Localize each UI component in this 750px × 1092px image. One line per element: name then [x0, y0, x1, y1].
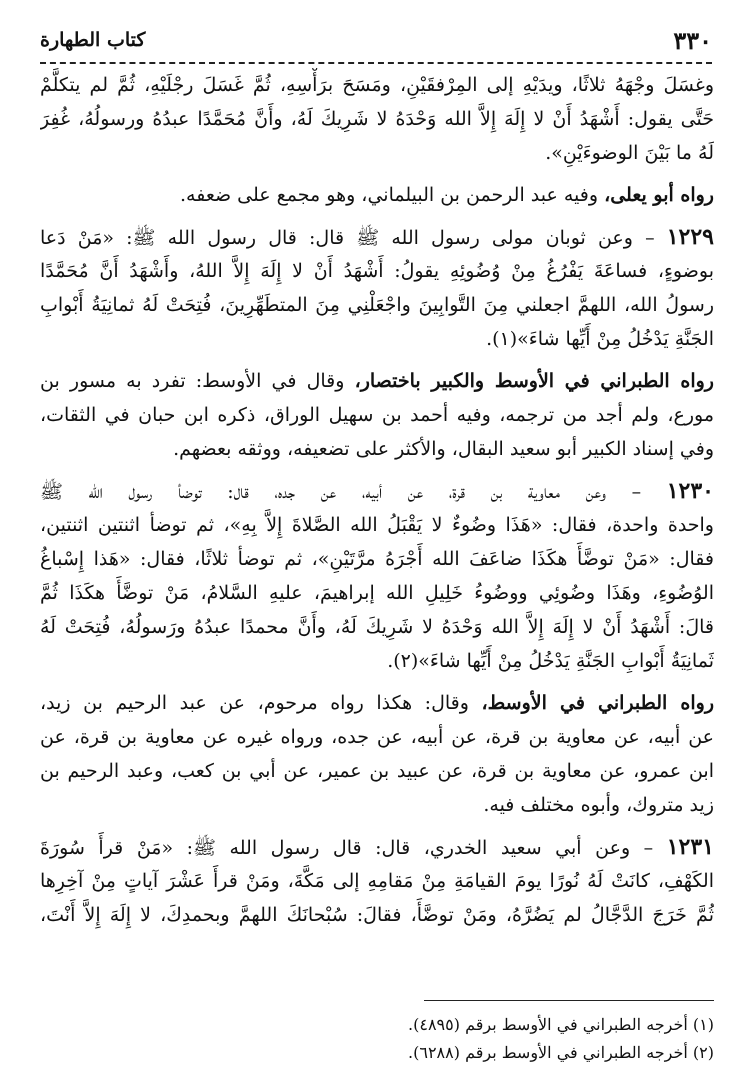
text-line: مورع، ولم أجد من ترجمه، وفيه أحمد بن سهيل الوراق، ذكره ابن حبان في الثقات، — [40, 404, 714, 426]
footnote: (١) أخرجه الطبراني في الأوسط برقم (٤٨٩٥). — [408, 1015, 714, 1034]
footnote-divider — [424, 1000, 714, 1001]
text-line: عن أبيه، عن معاوية بن قرة، عن أبيه، عن جده، ورواه غيره عن معاوية بن قرة، عن — [40, 726, 714, 748]
chapter-title: كتاب الطهارة — [40, 29, 146, 51]
hadith-number: ١٢٢٩ — [666, 224, 714, 250]
footnotes — [40, 1000, 714, 1067]
source-lead: رواه أبو يعلى، — [604, 184, 714, 206]
text-line: حَتَّى يقول: أَشْهَدُ أَنْ لا إِلَهَ إِلاَّ الله وَحْدَهُ لا شَرِيكَ لَهُ، وأَنَّ مُحَمَّدًا عبدُهُ ورسولُهُ، غُفِرَ — [40, 108, 714, 130]
text-line: وفي إسناد الكبير أبو سعيد البقال، والأكثر على تضعيفه، ووثقه بعضهم. — [173, 438, 714, 460]
text-line: ابن عمرو، عن معاوية بن قرة، عن عبيد بن عمير، عن أبي بن كعب، وعبد الرحيم بن — [40, 760, 714, 782]
text-line: قالَ: أَشْهَدُ أَنْ لا إِلَهَ إِلاَّ الله وَحْدَهُ لا شَرِيكَ لَهُ، وأَنَّ محمدًا عبدُهُ ورَسولُهُ، فُتِحَتْ لَهُ — [40, 616, 714, 638]
text-line: بوضوءٍ، فساعَةَ يَفْرُغُ مِنْ وُضُوئِهِ يقولُ: أَشْهَدُ أَنْ لا إِلَهَ إِلاَّ اللهُ، وأَشْهَدُ أَنَّ مُحَمَّدًا — [40, 260, 714, 282]
hadith-number: ١٢٣٠ — [666, 478, 714, 504]
page-number: ٣٣٠ — [673, 25, 712, 55]
text-line: الجَنَّةِ يَدْخُلُ مِنْ أَيِّها شاءَ»(١). — [486, 328, 714, 350]
text-line: رسولُ الله، اللهمَّ اجعلني مِنَ التَّوابِينَ واجْعَلْنِي مِنَ المتطَهِّرِينَ، فُتِحَتْ لَهُ ثمانِيَةُ أَبْوابِ — [40, 294, 714, 316]
hadith-line: ١٢٣١ – وعن أبي سعيد الخدري، قال: قال رسول الله ﷺ: «مَنْ قرأَ سُورَةَ — [40, 834, 714, 860]
text-line: زيد متروك، وأبوه مختلف فيه. — [483, 794, 714, 816]
page-body — [40, 68, 714, 932]
hadith-line: ١٢٣٠ – وعن معاوية بن قرة، عن أبيه، عن جده، قال: توضأ رسول الله ﷺ — [40, 478, 714, 504]
source-note-line: رواه الطبراني في الأوسط والكبير باختصار، وقال في الأوسط: تفرد به مسور بن — [40, 370, 714, 392]
text-line: ثُمَّ خَرَجَ الدَّجَّالُ لم يَضُرَّهُ، ومَنْ توضَّأَ، فقالَ: سُبْحانَكَ اللهمَّ وبحمدِكَ، لا إِلَهَ إِلاَّ أَنْتَ، — [40, 904, 714, 926]
text-line: واحدة واحدة، فقال: «هَذَا وضُوءٌ لا يَقْبَلُ الله الصَّلاةَ إِلاَّ بِهِ»، ثم توضأ اثنتين اثنتين، — [40, 514, 714, 536]
source-lead: رواه الطبراني في الأوسط والكبير باختصار، — [354, 370, 714, 392]
text-line: الوُضُوءِ، وهَذَا وضُوئِي ووضُوءُ خَلِيلِ الله إبراهيمَ، عليهِ السَّلامُ، مَنْ توضَّأَ هكَذَا ثُمَّ — [40, 582, 714, 604]
hadith-number: ١٢٣١ — [666, 834, 714, 860]
footnote: (٢) أخرجه الطبراني في الأوسط برقم (٦٢٨٨). — [408, 1043, 714, 1062]
text-line: الكَهْفِ، كانَتْ لَهُ نُورًا يومَ القيامَةِ مِنْ مَقامِهِ إلى مَكَّةَ، ومَنْ قرأَ عَشْرَ آياتٍ مِنْ آخِرِها — [40, 870, 714, 892]
source-note-line: رواه الطبراني في الأوسط، وقال: هكذا رواه مرحوم، عن عبد الرحيم بن زيد، — [40, 692, 714, 714]
source-note-line: رواه أبو يعلى، وفيه عبد الرحمن بن البيلماني، وهو مجمع على ضعفه. — [180, 184, 714, 206]
text-line: وغسَلَ وجْهَهُ ثلاثًا، ويدَيْهِ إلى المِرْفقَيْنِ، ومَسَحَ برَأْسِهِ، ثُمَّ غَسَلَ رجْلَيْهِ، ثُمَّ لم يتكلَّمْ — [40, 74, 714, 96]
text-line: لَهُ ما بَيْنَ الوضوءَيْنِ». — [545, 142, 714, 164]
page-header — [40, 18, 712, 64]
text-line: ثَمانِيَةُ أَبْوابِ الجَنَّةِ يَدْخُلُ مِنْ أَيِّها شاءَ»(٢). — [387, 650, 714, 672]
text-line: فقال: «مَنْ توضَّأَ هكَذَا ضاعَفَ الله أَجْرَهُ مرَّتَيْنِ»، ثم توضأ ثلاثًا، فقال: «هَذا إِسْباغُ — [40, 548, 714, 570]
source-lead: رواه الطبراني في الأوسط، — [481, 692, 714, 714]
hadith-line: ١٢٢٩ – وعن ثوبان مولى رسول الله ﷺ قال: قال رسول الله ﷺ: «مَنْ دَعا — [40, 224, 714, 250]
